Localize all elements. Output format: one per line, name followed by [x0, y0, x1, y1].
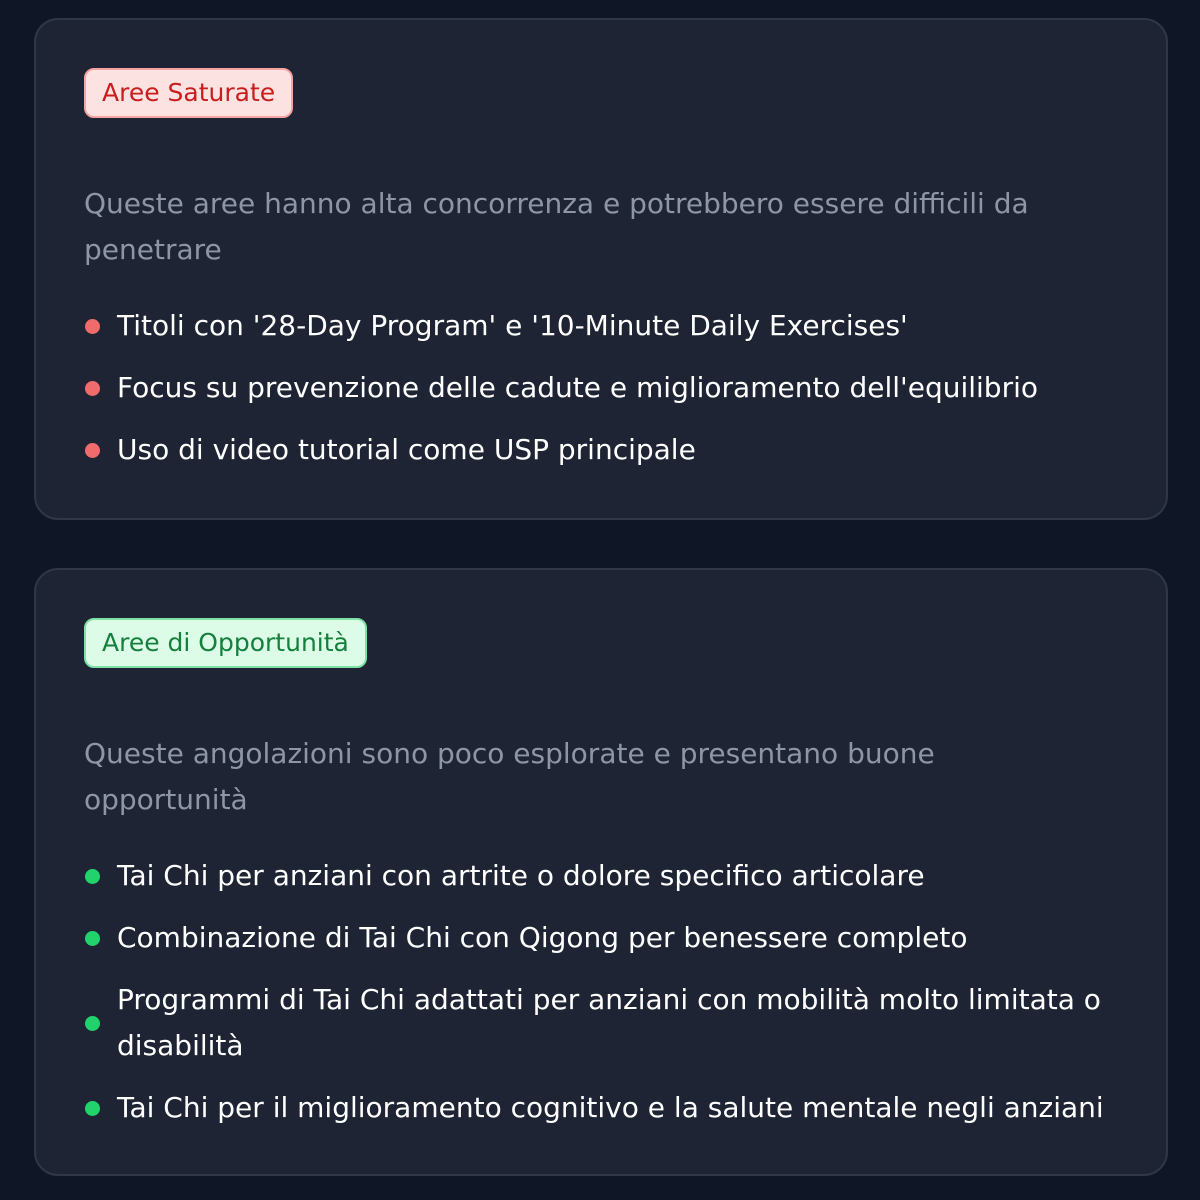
list-item-text: Programmi di Tai Chi adattati per anziani con mobilità molto limitata o disabilità [117, 983, 1101, 1062]
list-item [84, 977, 1118, 1069]
list-item-text: Uso di video tutorial come USP principale [117, 433, 696, 466]
saturated-areas-list [84, 303, 1118, 473]
green-dot-icon [85, 931, 100, 946]
opportunity-areas-card [34, 568, 1168, 1176]
saturated-areas-card [34, 18, 1168, 520]
list-item-text: Tai Chi per il miglioramento cognitivo e la salute mentale negli anziani [117, 1091, 1104, 1124]
green-dot-icon [85, 1101, 100, 1116]
list-item [84, 427, 1118, 473]
red-dot-icon [85, 381, 100, 396]
list-item [84, 853, 1118, 899]
list-item-text: Combinazione di Tai Chi con Qigong per benessere completo [117, 921, 968, 954]
green-dot-icon [85, 869, 100, 884]
red-dot-icon [85, 443, 100, 458]
opportunity-areas-description: Queste angolazioni sono poco esplorate e presentano buone opportunità [84, 737, 935, 816]
list-item-text: Focus su prevenzione delle cadute e miglioramento dell'equilibrio [117, 371, 1038, 404]
list-item [84, 915, 1118, 961]
list-item [84, 303, 1118, 349]
green-dot-icon [85, 1016, 100, 1031]
list-item [84, 1085, 1118, 1131]
list-item [84, 365, 1118, 411]
saturated-areas-description: Queste aree hanno alta concorrenza e potrebbero essere difficili da penetrare [84, 187, 1029, 266]
red-dot-icon [85, 319, 100, 334]
list-item-text: Tai Chi per anziani con artrite o dolore specifico articolare [117, 859, 925, 892]
opportunity-areas-badge: Aree di Opportunità [84, 618, 367, 668]
list-item-text: Titoli con '28-Day Program' e '10-Minute Daily Exercises' [117, 309, 908, 342]
opportunity-areas-list [84, 853, 1118, 1131]
saturated-areas-badge: Aree Saturate [84, 68, 293, 118]
